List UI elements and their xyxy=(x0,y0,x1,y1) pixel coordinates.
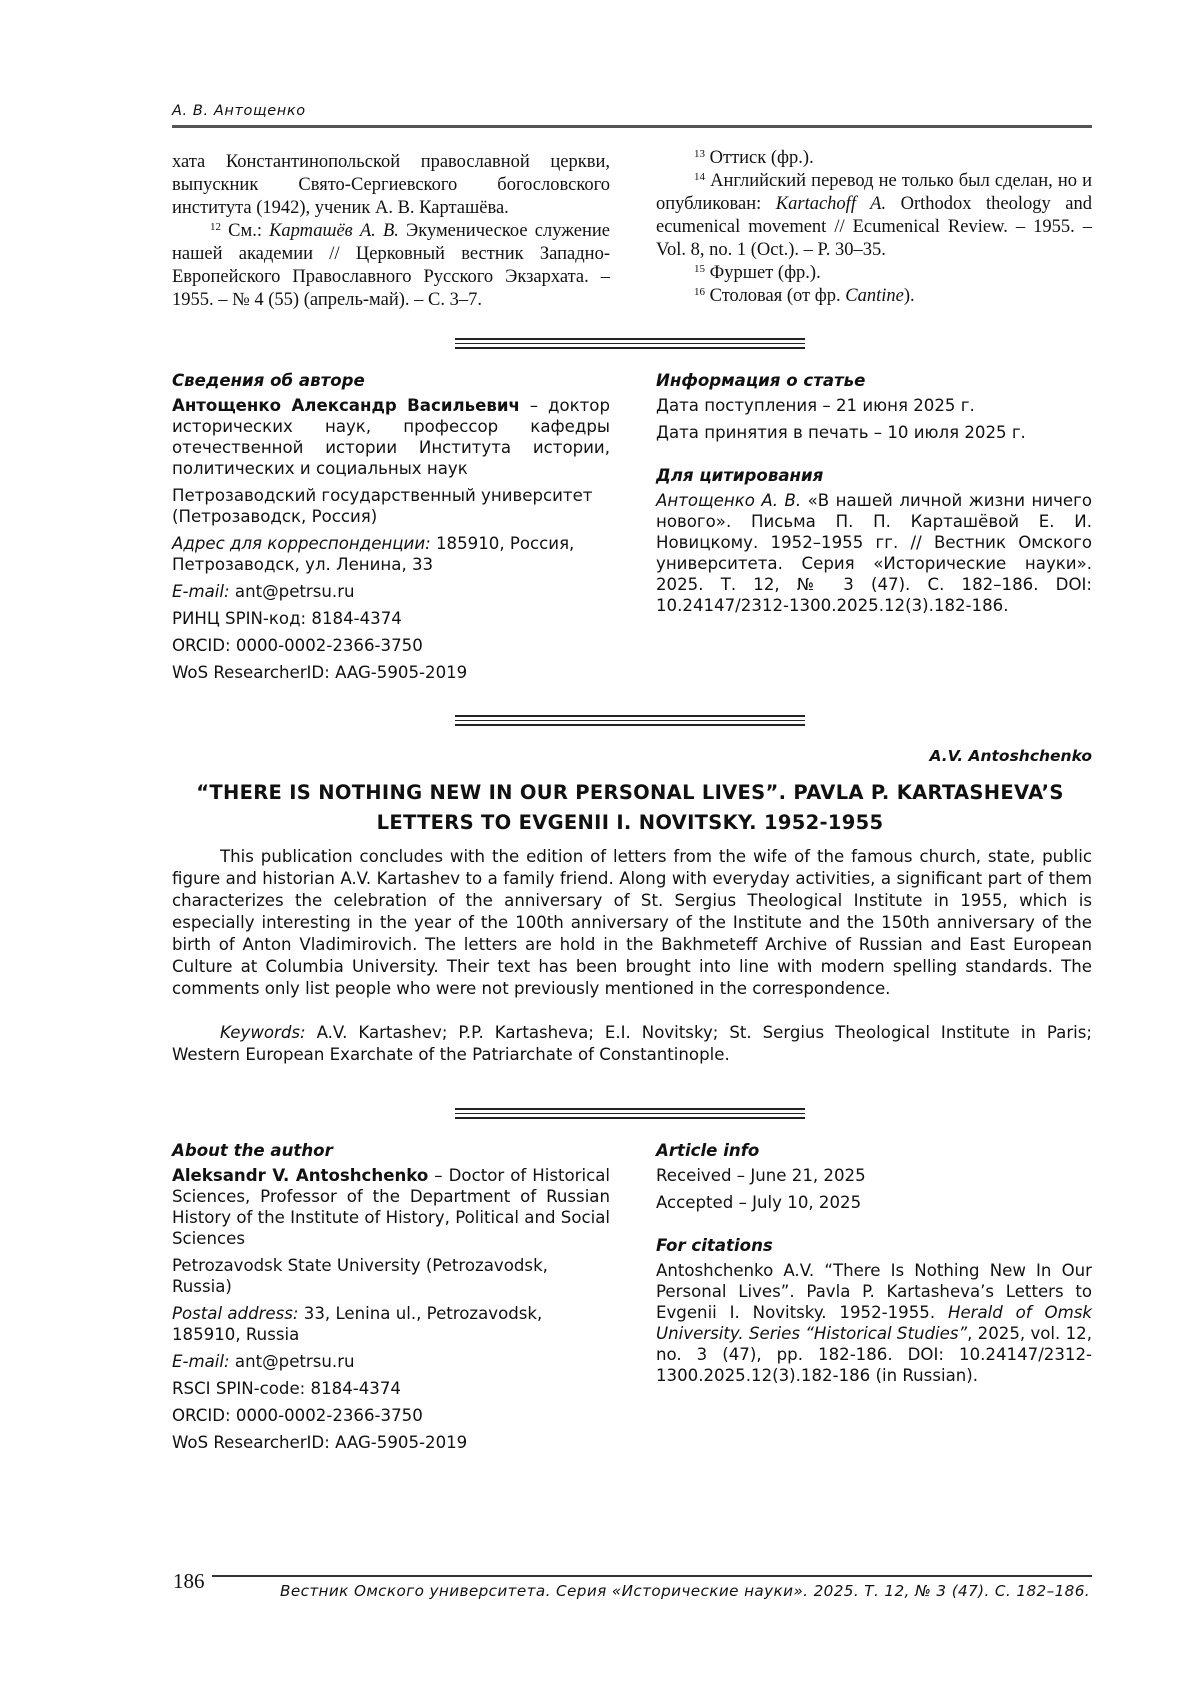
en-email-label: E-mail: xyxy=(172,1352,230,1371)
ru-author-university: Петрозаводский государственный университет (Петрозаводск, Россия) xyxy=(172,486,593,526)
ru-author-name: Антощенко Александр Васильевич xyxy=(172,396,520,415)
footer-rule xyxy=(212,1575,1092,1577)
ru-address-label: Адрес для корреспонденции: xyxy=(172,534,431,553)
page-number: 186 xyxy=(173,1569,205,1593)
ru-received-date: Дата поступления – 21 июня 2025 г. xyxy=(656,396,975,415)
ru-author-address xyxy=(172,533,610,575)
en-author-position: – Doctor of Historical Sciences, Professor of the Department of Russian History of the Institute of History, Political and Social Sciences xyxy=(172,1166,610,1248)
ru-email-value: ant@petrsu.ru xyxy=(229,582,355,601)
footnote-text: Orthodox theology and ecumenical movement // Ecumenical Review. – 1955. – Vol. 8, no. 1 (Oct.). – P. 30–35. xyxy=(656,194,1092,260)
en-address-label: Postal address: xyxy=(172,1304,299,1323)
ru-article-info xyxy=(656,370,1092,616)
en-author-orcid: ORCID: 0000-0002-2366-3750 xyxy=(172,1406,423,1425)
en-author-name: Aleksandr V. Antoshchenko xyxy=(172,1166,429,1185)
ru-author-bio xyxy=(172,395,610,479)
footnote-text: Фуршет (фр.). xyxy=(705,263,821,283)
en-author-email xyxy=(172,1351,610,1372)
ru-author-orcid: ORCID: 0000-0002-2366-3750 xyxy=(172,636,423,655)
en-author-spin: RSCI SPIN-code: 8184-4374 xyxy=(172,1379,401,1398)
en-author-university: Petrozavodsk State University (Petrozavodsk, Russia) xyxy=(172,1256,548,1296)
footnote-text: Оттиск (фр.). xyxy=(705,148,814,168)
en-citation-heading: For citations xyxy=(656,1236,773,1255)
footnote-14 xyxy=(656,170,1092,262)
footnote-text: ). xyxy=(903,286,915,306)
ru-accepted-date: Дата принятия в печать – 10 июля 2025 г. xyxy=(656,423,1026,442)
ru-author-heading: Сведения об авторе xyxy=(172,371,365,390)
en-article-info xyxy=(656,1140,1092,1386)
footnotes-left-column xyxy=(172,151,610,312)
ru-address-value: 185910, Россия, Петрозаводск, ул. Ленина, 33 xyxy=(172,534,575,574)
en-author-bio xyxy=(172,1165,610,1249)
footnote-number: 16 xyxy=(694,286,705,298)
footnote-number: 12 xyxy=(210,221,221,233)
footnote-text: Экуменическое служение нашей академии // Церковный вестник Западно-Европейского Православного Русского Экзархата. – 1955. – № 4 (55) (апрель-май). – С. 3–7. xyxy=(172,221,610,310)
en-citation xyxy=(656,1260,1092,1386)
en-abstract xyxy=(172,846,1092,1066)
footnote-number: 15 xyxy=(694,263,705,275)
en-keywords xyxy=(172,1022,1092,1066)
section-divider xyxy=(455,715,805,726)
footnote-13 xyxy=(656,147,1092,170)
ru-author-wos: WoS ResearcherID: AAG-5905-2019 xyxy=(172,663,468,682)
en-article-heading: Article info xyxy=(656,1141,760,1160)
section-divider xyxy=(455,1108,805,1119)
en-address-value: 33, Lenina ul., Petrozavodsk, 185910, Russia xyxy=(172,1304,543,1344)
footnote-text: См.: xyxy=(221,221,270,241)
en-author-wos: WoS ResearcherID: AAG-5905-2019 xyxy=(172,1433,468,1452)
footnote-text: Английский перевод не только был сделан, но и опубликован: xyxy=(656,171,1092,214)
ru-author-spin: РИНЦ SPIN-код: 8184-4374 xyxy=(172,609,402,628)
footnote-number: 14 xyxy=(694,171,705,183)
en-byline: A.V. Antoshchenko xyxy=(929,747,1092,765)
ru-citation-text: «В нашей личной жизни ничего нового». Письма П. П. Карташёвой Е. И. Новицкому. 1952–1955 гг. // Вестник Омского университета. Серия «Исторические науки». 2025. Т. 12, № 3 (47). С. 182–186. DOI: 10.24147/2312-1300.2025.12(3).182-186. xyxy=(656,491,1092,615)
footnote-12 xyxy=(172,220,610,312)
footnote-text: Столовая (от фр. xyxy=(705,286,846,306)
en-abstract-text: This publication concludes with the edition of letters from the wife of the famous church, state, public figure and historian A.V. Kartashev to a family friend. Along with everyday activities, a significant part of them characterizes the celebration of the anniversary of St. Sergius Theological Institute in 1955, which is especially interesting in the year of the 100th anniversary of the Institute and the 150th anniversary of the birth of Anton Vladimirovich. The letters are hold in the Bakhmeteff Archive of Russian and East European Culture at Columbia University. Their text has been brought into line with modern spelling standards. The comments only list people who were not previously mentioned in the correspondence. xyxy=(172,847,1092,998)
section-divider xyxy=(455,338,805,349)
en-email-value: ant@petrsu.ru xyxy=(229,1352,355,1371)
ru-author-position: – доктор исторических наук, профессор кафедры отечественной истории Института истории, политических и социальных наук xyxy=(172,396,610,478)
footnote-16 xyxy=(656,285,1092,308)
ru-author-email xyxy=(172,581,610,602)
footnote-number: 13 xyxy=(694,148,705,160)
en-keywords-label: Keywords: xyxy=(220,1023,306,1042)
ru-citation-heading: Для цитирования xyxy=(656,466,824,485)
footnote-term: Cantine xyxy=(845,286,904,306)
ru-article-heading: Информация о статье xyxy=(656,371,866,390)
en-received-date: Received – June 21, 2025 xyxy=(656,1166,866,1185)
ru-email-label: E-mail: xyxy=(172,582,230,601)
footnotes-right-column xyxy=(656,147,1092,308)
en-citation-text: Antoshchenko A.V. “There Is Nothing New In Our Personal Lives”. Pavla P. Kartasheva’s Letters to Evgenii I. Novitsky. 1952-1955. xyxy=(656,1261,1092,1322)
en-citation-text: , 2025, vol. 12, no. 3 (47), pp. 182-186. DOI: 10.24147/2312-1300.2025.12(3).182-186 (in Russian). xyxy=(656,1324,1092,1385)
running-header-author: А. В. Антощенко xyxy=(172,103,306,119)
footnote-11-continuation: хата Константинопольской православной церкви, выпускник Свято-Сергиевского богословского института (1942), ученик А. В. Карташёва. xyxy=(172,152,610,218)
footnote-cited-author: Kartachoff A. xyxy=(775,194,887,214)
en-citation-journal: Herald of Omsk University. Series “Historical Studies” xyxy=(656,1303,1092,1343)
en-author-heading: About the author xyxy=(172,1141,333,1160)
footnote-15 xyxy=(656,262,1092,285)
ru-citation xyxy=(656,490,1092,616)
footnote-cited-author: Карташёв А. В. xyxy=(269,221,399,241)
en-author-address xyxy=(172,1303,610,1345)
en-keywords-value: A.V. Kartashev; P.P. Kartasheva; E.I. Novitsky; St. Sergius Theological Institute in Paris; Western European Exarchate of the Patriarchate of Constantinople. xyxy=(172,1023,1092,1064)
en-article-title: “THERE IS NOTHING NEW IN OUR PERSONAL LIVES”. PAVLA P. KARTASHEVA’S LETTERS TO EVGENII I. NOVITSKY. 1952-1955 xyxy=(196,781,1064,834)
footer-journal-citation: Вестник Омского университета. Серия «Исторические науки». 2025. Т. 12, № 3 (47). С. 182–186. xyxy=(280,1582,1090,1600)
ru-author-info xyxy=(172,370,610,689)
en-author-info xyxy=(172,1140,610,1459)
header-rule xyxy=(172,125,1092,128)
ru-citation-author: Антощенко А. В. xyxy=(656,491,802,510)
en-accepted-date: Accepted – July 10, 2025 xyxy=(656,1193,862,1212)
